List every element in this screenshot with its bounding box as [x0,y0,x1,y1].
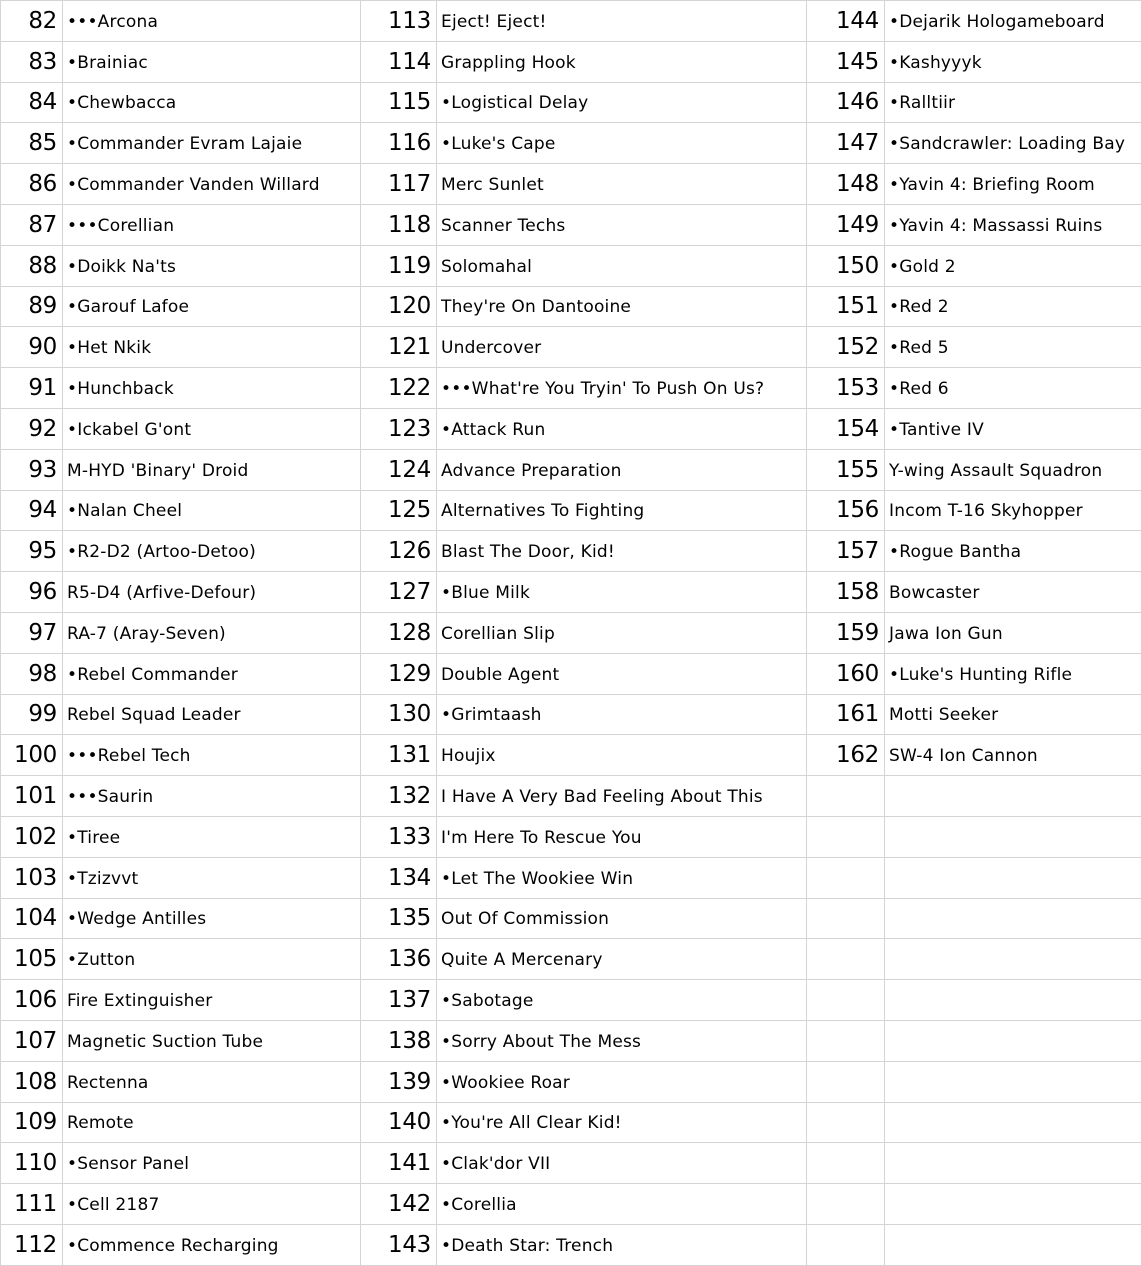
card-number-cell[interactable]: 158 [807,572,885,613]
card-name-cell[interactable]: I'm Here To Rescue You [437,816,807,857]
card-number-cell[interactable]: 161 [807,694,885,735]
card-number-cell[interactable]: 134 [361,857,437,898]
table-row [1,449,1141,490]
card-name-cell[interactable]: •Cell 2187 [63,1184,361,1225]
table-row [1,898,1141,939]
table-row [1,572,1141,613]
card-name-cell[interactable]: Corellian Slip [437,612,807,653]
empty-cell[interactable] [885,816,1141,857]
card-number-cell[interactable]: 98 [1,653,63,694]
table-row [1,41,1141,82]
card-name-cell[interactable]: •Tzizvvt [63,857,361,898]
empty-cell[interactable] [807,776,885,817]
card-name-cell[interactable]: Grappling Hook [437,41,807,82]
empty-cell[interactable] [885,1020,1141,1061]
card-name-cell[interactable]: Advance Preparation [437,449,807,490]
card-name-cell[interactable]: •••Saurin [63,776,361,817]
empty-cell[interactable] [807,939,885,980]
card-name-cell[interactable]: •Tiree [63,816,361,857]
table-row [1,1020,1141,1061]
empty-cell[interactable] [807,1102,885,1143]
card-name-cell[interactable]: Merc Sunlet [437,164,807,205]
card-name-cell[interactable]: •Logistical Delay [437,82,807,123]
empty-cell[interactable] [885,857,1141,898]
card-name-cell[interactable]: Out Of Commission [437,898,807,939]
card-name-cell[interactable]: •Attack Run [437,408,807,449]
table-row [1,1184,1141,1225]
card-number-cell[interactable]: 119 [361,245,437,286]
card-name-cell[interactable]: Motti Seeker [885,694,1141,735]
table-row [1,1,1141,42]
table-row [1,816,1141,857]
card-name-cell[interactable]: •Grimtaash [437,694,807,735]
card-number-cell[interactable]: 120 [361,286,437,327]
card-number-cell[interactable]: 82 [1,1,63,42]
card-number-cell[interactable]: 155 [807,449,885,490]
card-number-cell[interactable]: 83 [1,41,63,82]
card-number-cell[interactable]: 153 [807,368,885,409]
card-name-cell[interactable]: •Blue Milk [437,572,807,613]
table-row [1,1143,1141,1184]
card-number-cell[interactable]: 87 [1,204,63,245]
card-number-cell[interactable]: 112 [1,1224,63,1265]
card-name-cell[interactable]: •Rebel Commander [63,653,361,694]
card-name-cell[interactable]: •Brainiac [63,41,361,82]
card-name-cell[interactable]: •Tantive IV [885,408,1141,449]
card-name-cell[interactable]: •Hunchback [63,368,361,409]
card-name-cell[interactable]: •Rogue Bantha [885,531,1141,572]
empty-cell[interactable] [885,1102,1141,1143]
empty-cell[interactable] [807,1224,885,1265]
card-name-cell[interactable]: •Het Nkik [63,327,361,368]
table-row [1,82,1141,123]
card-name-cell[interactable]: •••Rebel Tech [63,735,361,776]
card-number-cell[interactable]: 99 [1,694,63,735]
card-name-cell[interactable]: Rectenna [63,1061,361,1102]
table-row [1,1102,1141,1143]
card-name-cell[interactable]: •Nalan Cheel [63,490,361,531]
card-name-cell[interactable]: Double Agent [437,653,807,694]
card-number-cell[interactable]: 92 [1,408,63,449]
card-name-cell[interactable]: Quite A Mercenary [437,939,807,980]
card-number-cell[interactable]: 146 [807,82,885,123]
card-number-cell[interactable]: 154 [807,408,885,449]
card-number-cell[interactable]: 96 [1,572,63,613]
empty-cell[interactable] [807,857,885,898]
card-name-cell[interactable]: RA-7 (Aray-Seven) [63,612,361,653]
table-row [1,612,1141,653]
card-number-cell[interactable]: 115 [361,82,437,123]
table-row [1,1061,1141,1102]
card-name-cell[interactable]: •Ralltiir [885,82,1141,123]
table-row [1,490,1141,531]
card-number-cell[interactable]: 107 [1,1020,63,1061]
empty-cell[interactable] [807,816,885,857]
card-number-cell[interactable]: 128 [361,612,437,653]
card-number-cell[interactable]: 122 [361,368,437,409]
card-number-cell[interactable]: 91 [1,368,63,409]
card-name-cell[interactable]: •Red 2 [885,286,1141,327]
empty-cell[interactable] [885,980,1141,1021]
card-name-cell[interactable]: M-HYD 'Binary' Droid [63,449,361,490]
card-name-cell[interactable]: •Red 5 [885,327,1141,368]
card-name-cell[interactable]: Undercover [437,327,807,368]
card-name-cell[interactable]: Bowcaster [885,572,1141,613]
table-row [1,368,1141,409]
card-name-cell[interactable]: Y-wing Assault Squadron [885,449,1141,490]
card-number-cell[interactable]: 94 [1,490,63,531]
card-name-cell[interactable]: They're On Dantooine [437,286,807,327]
card-number-cell[interactable]: 89 [1,286,63,327]
card-name-cell[interactable]: •Ickabel G'ont [63,408,361,449]
table-row [1,980,1141,1021]
card-name-cell[interactable]: •Sabotage [437,980,807,1021]
card-number-cell[interactable]: 133 [361,816,437,857]
card-name-cell[interactable]: •••What're You Tryin' To Push On Us? [437,368,807,409]
empty-cell[interactable] [807,1020,885,1061]
card-number-cell[interactable]: 121 [361,327,437,368]
empty-cell[interactable] [885,1061,1141,1102]
card-name-cell[interactable]: •Red 6 [885,368,1141,409]
card-number-cell[interactable]: 143 [361,1224,437,1265]
card-number-cell[interactable]: 111 [1,1184,63,1225]
card-name-cell[interactable]: •Sensor Panel [63,1143,361,1184]
card-name-cell[interactable]: •Garouf Lafoe [63,286,361,327]
card-number-cell[interactable]: 93 [1,449,63,490]
card-number-cell[interactable]: 160 [807,653,885,694]
card-name-cell[interactable]: Houjix [437,735,807,776]
card-name-cell[interactable]: Scanner Techs [437,204,807,245]
card-name-cell[interactable]: •Gold 2 [885,245,1141,286]
card-number-cell[interactable]: 125 [361,490,437,531]
card-number-cell[interactable]: 140 [361,1102,437,1143]
card-number-cell[interactable]: 149 [807,204,885,245]
card-name-cell[interactable]: •••Arcona [63,1,361,42]
card-name-cell[interactable]: •••Corellian [63,204,361,245]
card-number-cell[interactable]: 102 [1,816,63,857]
card-name-cell[interactable]: •Death Star: Trench [437,1224,807,1265]
card-name-cell[interactable]: •Yavin 4: Briefing Room [885,164,1141,205]
card-name-cell[interactable]: •Commander Evram Lajaie [63,123,361,164]
card-number-cell[interactable]: 110 [1,1143,63,1184]
table-row [1,735,1141,776]
table-row [1,1224,1141,1265]
card-number-cell[interactable]: 123 [361,408,437,449]
card-number-cell[interactable]: 139 [361,1061,437,1102]
table-row [1,531,1141,572]
card-number-cell[interactable]: 129 [361,653,437,694]
card-name-cell[interactable]: Jawa Ion Gun [885,612,1141,653]
card-number-cell[interactable]: 105 [1,939,63,980]
empty-cell[interactable] [885,1184,1141,1225]
card-number-cell[interactable]: 137 [361,980,437,1021]
card-number-cell[interactable]: 151 [807,286,885,327]
card-number-cell[interactable]: 103 [1,857,63,898]
card-number-cell[interactable]: 113 [361,1,437,42]
table-row [1,857,1141,898]
card-number-cell[interactable]: 118 [361,204,437,245]
card-name-cell[interactable]: •You're All Clear Kid! [437,1102,807,1143]
card-number-cell[interactable]: 104 [1,898,63,939]
empty-cell[interactable] [807,1061,885,1102]
card-number-cell[interactable]: 157 [807,531,885,572]
table-row [1,939,1141,980]
card-name-cell[interactable]: R5-D4 (Arfive-Defour) [63,572,361,613]
card-name-cell[interactable]: •Let The Wookiee Win [437,857,807,898]
card-number-cell[interactable]: 145 [807,41,885,82]
card-name-cell[interactable]: •Wookiee Roar [437,1061,807,1102]
card-name-cell[interactable]: Magnetic Suction Tube [63,1020,361,1061]
card-name-cell[interactable]: Blast The Door, Kid! [437,531,807,572]
card-name-cell[interactable]: •Clak'dor VII [437,1143,807,1184]
card-number-cell[interactable]: 90 [1,327,63,368]
card-number-cell[interactable]: 162 [807,735,885,776]
card-number-cell[interactable]: 131 [361,735,437,776]
card-name-cell[interactable]: •Sorry About The Mess [437,1020,807,1061]
empty-cell[interactable] [807,898,885,939]
card-number-cell[interactable]: 117 [361,164,437,205]
table-row [1,327,1141,368]
card-number-cell[interactable]: 135 [361,898,437,939]
card-name-cell[interactable]: Remote [63,1102,361,1143]
card-name-cell[interactable]: Eject! Eject! [437,1,807,42]
card-number-cell[interactable]: 156 [807,490,885,531]
card-name-cell[interactable]: •Corellia [437,1184,807,1225]
card-number-cell[interactable]: 109 [1,1102,63,1143]
table-row [1,123,1141,164]
card-name-cell[interactable]: I Have A Very Bad Feeling About This [437,776,807,817]
card-number-cell[interactable]: 86 [1,164,63,205]
empty-cell[interactable] [885,776,1141,817]
card-number-cell[interactable]: 136 [361,939,437,980]
card-number-cell[interactable]: 97 [1,612,63,653]
card-number-cell[interactable]: 132 [361,776,437,817]
card-number-cell[interactable]: 127 [361,572,437,613]
card-number-cell[interactable]: 116 [361,123,437,164]
card-name-cell[interactable]: •Luke's Cape [437,123,807,164]
card-name-cell[interactable]: SW-4 Ion Cannon [885,735,1141,776]
card-name-cell[interactable]: Solomahal [437,245,807,286]
table-row [1,204,1141,245]
table-row [1,245,1141,286]
card-name-cell[interactable]: •Yavin 4: Massassi Ruins [885,204,1141,245]
card-number-cell[interactable]: 130 [361,694,437,735]
card-number-cell[interactable]: 159 [807,612,885,653]
card-number-cell[interactable]: 124 [361,449,437,490]
card-number-cell[interactable]: 148 [807,164,885,205]
card-number-cell[interactable]: 142 [361,1184,437,1225]
empty-cell[interactable] [807,1184,885,1225]
card-number-cell[interactable]: 141 [361,1143,437,1184]
card-name-cell[interactable]: Rebel Squad Leader [63,694,361,735]
empty-cell[interactable] [885,1224,1141,1265]
empty-cell[interactable] [807,1143,885,1184]
table-row [1,694,1141,735]
card-number-cell[interactable]: 106 [1,980,63,1021]
card-name-cell[interactable]: •Commence Recharging [63,1224,361,1265]
card-name-cell[interactable]: •Wedge Antilles [63,898,361,939]
card-name-cell[interactable]: •Chewbacca [63,82,361,123]
empty-cell[interactable] [885,1143,1141,1184]
card-name-cell[interactable]: •R2-D2 (Artoo-Detoo) [63,531,361,572]
card-number-cell[interactable]: 126 [361,531,437,572]
card-number-cell[interactable]: 147 [807,123,885,164]
empty-cell[interactable] [885,939,1141,980]
card-name-cell[interactable]: Alternatives To Fighting [437,490,807,531]
table-row [1,776,1141,817]
card-number-cell[interactable]: 108 [1,1061,63,1102]
empty-cell[interactable] [807,980,885,1021]
card-number-cell[interactable]: 138 [361,1020,437,1061]
table-row [1,164,1141,205]
card-number-cell[interactable]: 85 [1,123,63,164]
card-number-cell[interactable]: 114 [361,41,437,82]
card-name-cell[interactable]: •Luke's Hunting Rifle [885,653,1141,694]
card-number-cell[interactable]: 101 [1,776,63,817]
card-number-cell[interactable]: 100 [1,735,63,776]
card-name-cell[interactable]: •Dejarik Hologameboard [885,1,1141,42]
card-name-cell[interactable]: •Zutton [63,939,361,980]
card-number-cell[interactable]: 144 [807,1,885,42]
empty-cell[interactable] [885,898,1141,939]
card-name-cell[interactable]: •Commander Vanden Willard [63,164,361,205]
card-name-cell[interactable]: •Kashyyyk [885,41,1141,82]
card-name-cell[interactable]: •Doikk Na'ts [63,245,361,286]
card-number-cell[interactable]: 84 [1,82,63,123]
table-row [1,653,1141,694]
card-number-cell[interactable]: 88 [1,245,63,286]
card-number-cell[interactable]: 95 [1,531,63,572]
card-number-cell[interactable]: 152 [807,327,885,368]
card-number-cell[interactable]: 150 [807,245,885,286]
card-name-cell[interactable]: Fire Extinguisher [63,980,361,1021]
table-row [1,286,1141,327]
table-row [1,408,1141,449]
card-name-cell[interactable]: •Sandcrawler: Loading Bay [885,123,1141,164]
card-name-cell[interactable]: Incom T-16 Skyhopper [885,490,1141,531]
